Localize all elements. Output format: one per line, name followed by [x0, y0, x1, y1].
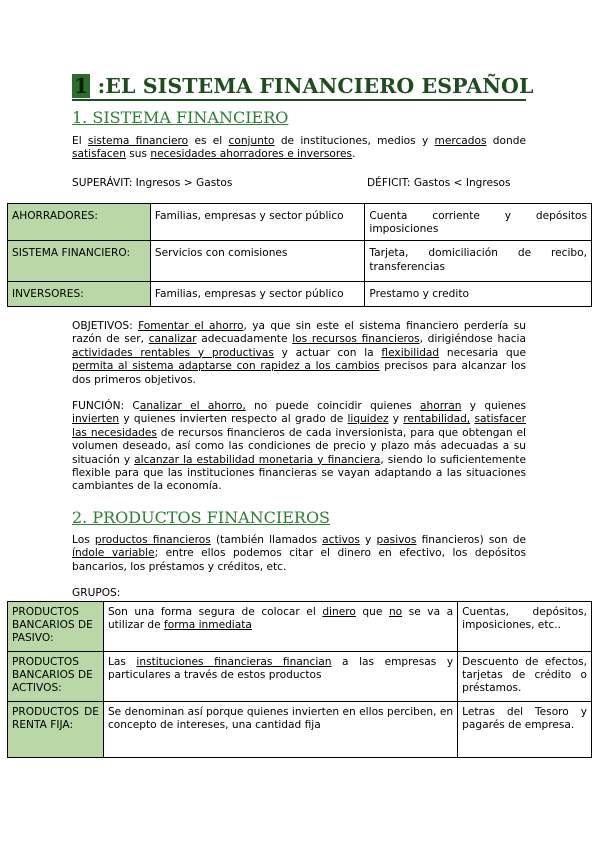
underlined-term: invierten [72, 413, 120, 426]
table-row [8, 702, 592, 758]
underlined-term: sistema financiero [87, 135, 189, 147]
page-title [72, 74, 534, 98]
text: a las empresas y particulares a través de estos productos [107, 656, 454, 682]
underlined-term: alcanzar la estabilidad monetaria y financiera [134, 453, 381, 466]
title-number: 1 [74, 74, 89, 98]
text: necesaria que [439, 346, 526, 359]
underlined-term: canalizar [148, 333, 197, 346]
text: donde [486, 135, 526, 147]
underlined-term: activos [322, 534, 360, 546]
row-examples: Letras del Tesoro y pagarés de empresa. [458, 702, 592, 758]
row-what: Tarjeta, domiciliación de recibo, transferencias [365, 241, 592, 282]
text: y quienes [461, 400, 526, 412]
agents-table [7, 203, 592, 307]
table-row [8, 602, 592, 652]
underlined-term: productos financieros [94, 534, 211, 546]
text: financieros) son de [416, 534, 526, 546]
text: adecuadamente [196, 333, 293, 346]
underlined-term: satisfacen [72, 148, 126, 161]
text: y quienes invierten respecto al grado de [119, 413, 348, 426]
row-label: AHORRADORES: [8, 204, 151, 241]
row-who: Servicios con comisiones [150, 241, 365, 282]
underlined-term: forma inmediata [164, 619, 252, 632]
underlined-term: ahorran [420, 400, 462, 412]
deficit-line: DÉFICIT: Gastos < Ingresos [367, 177, 511, 189]
text: y [359, 534, 377, 546]
text: es el [188, 135, 229, 147]
text: y [388, 413, 404, 426]
row-who: Familias, empresas y sector público [150, 204, 365, 241]
text: (también llamados [210, 534, 323, 546]
text: de recursos financieros de cada inversionista, para que obtengan el volumen deseado, así como las condiciones de precio y plazo más adecuadas a su situación y [72, 426, 527, 466]
row-description [103, 652, 457, 702]
text: . [352, 148, 356, 161]
text: y actuar con la [273, 346, 382, 359]
row-who: Familias, empresas y sector público [150, 282, 365, 306]
row-what: Prestamo y credito [365, 282, 592, 306]
row-description [103, 602, 457, 652]
text: que [355, 606, 389, 618]
underlined-term: índole variable [72, 547, 155, 560]
underlined-term: dinero [322, 606, 356, 618]
table-row [8, 241, 592, 282]
underlined-term: rentabilidad, [403, 413, 471, 426]
grupos-label: GRUPOS: [72, 587, 121, 599]
text: se va a utilizar de [107, 606, 454, 632]
text: no puede coincidir quienes [245, 400, 421, 412]
text: Los [72, 534, 95, 546]
text: , dirigiéndose hacia [419, 333, 526, 346]
underlined-term: necesidades ahorradores e inversores [150, 148, 353, 161]
row-label: PRODUCTOS BANCARIOS DE PASIVO: [8, 602, 104, 652]
underlined-term: permita al sistema adaptarse con rapidez a los cambios [72, 360, 380, 373]
title-rule [72, 99, 526, 101]
table-row [8, 652, 592, 702]
products-table [7, 601, 592, 758]
row-what: Cuenta corriente y depósitos imposiciones [365, 204, 592, 241]
underlined-term: analizar el ahorro, [139, 400, 246, 412]
funcion-paragraph [72, 400, 526, 494]
text: ; entre ellos podemos citar el dinero en efectivo, los depósitos bancarios, los préstamos y créditos, etc. [72, 547, 526, 573]
text: precisos para alcanzar los dos primeros objetivos. [72, 360, 526, 386]
text: FUNCIÓN: C [72, 400, 140, 412]
underlined-term: satisfacer las necesidades [72, 413, 526, 439]
text: Son una forma segura de colocar el [107, 606, 323, 618]
text: OBJETIVOS: [72, 320, 139, 332]
text: de instituciones, medios y [274, 135, 435, 147]
table-row [8, 204, 592, 241]
section2-intro [72, 534, 526, 574]
row-label: SISTEMA FINANCIERO: [8, 241, 151, 282]
underlined-term: los recursos financieros [292, 333, 420, 346]
section2-heading: 2. PRODUCTOS FINANCIEROS [72, 508, 331, 527]
section1-heading: 1. SISTEMA FINANCIERO [72, 108, 289, 127]
row-examples: Descuento de efectos, tarjetas de crédito o préstamos. [458, 652, 592, 702]
underlined-term: actividades rentables y productivas [72, 346, 274, 359]
title-text: :EL SISTEMA FINANCIERO ESPAÑOL [90, 74, 534, 98]
text: Se denominan así porque quienes invierten en ellos perciben, en concepto de intereses, una cantidad fija [107, 706, 454, 732]
row-label: PRODUCTOS BANCARIOS DE ACTIVOS: [8, 652, 104, 702]
superavit-line: SUPERÁVIT: Ingresos > Gastos [72, 177, 233, 189]
text: Las [107, 656, 137, 668]
underlined-term: instituciones financieras financian [136, 656, 332, 668]
row-label: INVERSORES: [8, 282, 151, 306]
row-label: PRODUCTOS DE RENTA FIJA: [8, 702, 104, 758]
table-row [8, 282, 592, 306]
text: , siendo lo suficientemente flexible para que las instituciones financieras se vayan adaptando a las situaciones cambiantes de la economía. [72, 453, 526, 493]
text: , ya que sin este el sistema financiero perdería su razón de ser, [72, 320, 526, 346]
objetivos-paragraph [72, 320, 526, 387]
row-description [103, 702, 457, 758]
text: sus [125, 148, 151, 161]
underlined-term: liquidez [347, 413, 389, 426]
text: El [72, 135, 88, 147]
underlined-term: Fomentar el ahorro [138, 320, 244, 332]
underlined-term: flexibilidad [381, 346, 440, 359]
underlined-term: pasivos [376, 534, 417, 546]
underlined-term: no [388, 606, 403, 618]
underlined-term: conjunto [228, 135, 275, 147]
section1-intro [72, 135, 526, 162]
underlined-term: mercados [434, 135, 487, 147]
row-examples: Cuentas, depósitos, imposiciones, etc.. [458, 602, 592, 652]
